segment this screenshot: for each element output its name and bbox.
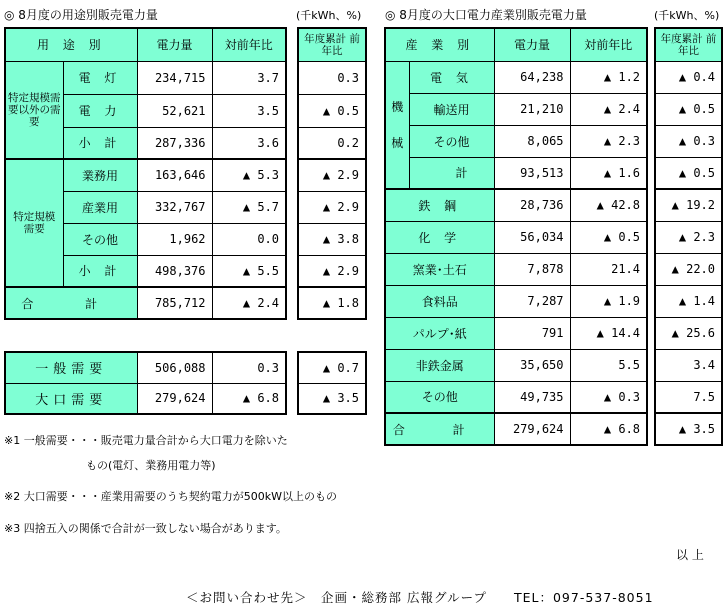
row-label: 食料品 <box>385 285 494 317</box>
yoy-cell: 3.7 <box>212 61 286 94</box>
cum-cell: ▲ 0.7 <box>298 352 366 383</box>
cum-cell: ▲ 2.9 <box>298 255 366 287</box>
row-label: 輸送用 <box>409 93 494 125</box>
row-label: 電 力 <box>63 94 137 127</box>
yoy-cell: ▲ 6.8 <box>212 383 286 414</box>
total-label: 合 計 <box>5 287 137 319</box>
right-industry-table <box>384 27 648 446</box>
left-title: ◎ 8月度の用途別販売電力量 <box>4 8 158 22</box>
yoy-cell: ▲ 0.3 <box>570 381 647 413</box>
left-cumulative-table <box>297 27 367 320</box>
row-label: 計 <box>409 157 494 189</box>
right-cumulative-table <box>654 27 723 446</box>
row-label: 化 学 <box>385 221 494 253</box>
header-amount: 電力量 <box>494 28 570 61</box>
total-amount: 785,712 <box>137 287 212 319</box>
total-label: 合 計 <box>385 413 494 445</box>
cum-cell: ▲ 1.4 <box>655 285 722 317</box>
cum-cell: 0.2 <box>298 127 366 159</box>
cum-cell: ▲ 22.0 <box>655 253 722 285</box>
amount-cell: 1,962 <box>137 223 212 255</box>
cum-cell: ▲ 0.3 <box>655 125 722 157</box>
row-label: 電 気 <box>409 61 494 93</box>
cum-cell: ▲ 25.6 <box>655 317 722 349</box>
yoy-cell: ▲ 1.6 <box>570 157 647 189</box>
row-label: パルプ･紙 <box>385 317 494 349</box>
amount-cell: 234,715 <box>137 61 212 94</box>
header-cumulative: 年度累計 前年比 <box>655 28 722 61</box>
left-usage-table <box>4 27 287 320</box>
header-cumulative: 年度累計 前年比 <box>298 28 366 61</box>
amount-cell: 7,287 <box>494 285 570 317</box>
header-yoy: 対前年比 <box>212 28 286 61</box>
total-yoy: ▲ 2.4 <box>212 287 286 319</box>
row-label: 産業用 <box>63 191 137 223</box>
total-cum: ▲ 3.5 <box>655 413 722 445</box>
cum-cell: ▲ 0.4 <box>655 61 722 93</box>
yoy-cell: ▲ 1.2 <box>570 61 647 93</box>
cum-cell: ▲ 2.9 <box>298 191 366 223</box>
amount-cell: 287,336 <box>137 127 212 159</box>
row-label: 非鉄金属 <box>385 349 494 381</box>
amount-cell: 35,650 <box>494 349 570 381</box>
yoy-cell: ▲ 5.3 <box>212 159 286 191</box>
yoy-cell: 21.4 <box>570 253 647 285</box>
total-cum: ▲ 1.8 <box>298 287 366 319</box>
group-label-specific: 特定規模需要 <box>5 159 63 287</box>
amount-cell: 7,878 <box>494 253 570 285</box>
contact-line: ＜お問い合わせ先＞ 企画・総務部 広報グループ TEL：097-537-8051 <box>186 590 654 605</box>
note-2: ※2 大口需要・・・産業用需要のうち契約電力が500kW以上のもの <box>4 490 337 503</box>
amount-cell: 28,736 <box>494 189 570 221</box>
cum-cell: ▲ 3.8 <box>298 223 366 255</box>
yoy-cell: ▲ 2.4 <box>570 93 647 125</box>
left-demand-table <box>4 351 287 415</box>
left-unit: (千kWh、%) <box>296 9 362 22</box>
row-label: 窯業･土石 <box>385 253 494 285</box>
note-1: ※1 一般需要・・・販売電力量合計から大口電力を除いた <box>4 434 288 447</box>
row-label: 小 計 <box>63 127 137 159</box>
row-label: 電 灯 <box>63 61 137 94</box>
row-label: その他 <box>385 381 494 413</box>
yoy-cell: 3.6 <box>212 127 286 159</box>
right-title: ◎ 8月度の大口電力産業別販売電力量 <box>385 8 587 22</box>
note-1-cont: もの(電灯、業務用電力等) <box>86 459 216 472</box>
demand-label: 一般需要 <box>5 352 137 383</box>
header-yoy: 対前年比 <box>570 28 647 61</box>
amount-cell: 64,238 <box>494 61 570 93</box>
amount-cell: 56,034 <box>494 221 570 253</box>
cum-cell: ▲ 19.2 <box>655 189 722 221</box>
row-label: その他 <box>409 125 494 157</box>
right-unit: (千kWh、%) <box>654 9 720 22</box>
amount-cell: 332,767 <box>137 191 212 223</box>
cum-cell: ▲ 0.5 <box>298 94 366 127</box>
yoy-cell: 3.5 <box>212 94 286 127</box>
cum-cell: ▲ 0.5 <box>655 93 722 125</box>
yoy-cell: ▲ 0.5 <box>570 221 647 253</box>
yoy-cell: ▲ 14.4 <box>570 317 647 349</box>
yoy-cell: 0.3 <box>212 352 286 383</box>
yoy-cell: ▲ 1.9 <box>570 285 647 317</box>
total-yoy: ▲ 6.8 <box>570 413 647 445</box>
amount-cell: 506,088 <box>137 352 212 383</box>
amount-cell: 791 <box>494 317 570 349</box>
row-label: 鉄 鋼 <box>385 189 494 221</box>
end-mark: 以 上 <box>676 548 704 562</box>
amount-cell: 163,646 <box>137 159 212 191</box>
cum-cell: ▲ 2.9 <box>298 159 366 191</box>
total-amount: 279,624 <box>494 413 570 445</box>
cum-cell: 3.4 <box>655 349 722 381</box>
amount-cell: 93,513 <box>494 157 570 189</box>
row-label: その他 <box>63 223 137 255</box>
left-demand-cumulative-table <box>297 351 367 415</box>
machine-group-label: 機械 <box>385 61 409 189</box>
yoy-cell: ▲ 5.5 <box>212 255 286 287</box>
header-usage: 用 途 別 <box>5 28 137 61</box>
cum-cell: ▲ 0.5 <box>655 157 722 189</box>
header-amount: 電力量 <box>137 28 212 61</box>
note-3: ※3 四捨五入の関係で合計が一致しない場合があります。 <box>4 522 287 535</box>
yoy-cell: 0.0 <box>212 223 286 255</box>
cum-cell: 7.5 <box>655 381 722 413</box>
row-label: 小 計 <box>63 255 137 287</box>
amount-cell: 498,376 <box>137 255 212 287</box>
amount-cell: 8,065 <box>494 125 570 157</box>
yoy-cell: 5.5 <box>570 349 647 381</box>
amount-cell: 21,210 <box>494 93 570 125</box>
cum-cell: ▲ 3.5 <box>298 383 366 414</box>
yoy-cell: ▲ 5.7 <box>212 191 286 223</box>
yoy-cell: ▲ 2.3 <box>570 125 647 157</box>
group-label-non-specific: 特定規模需要以外の需要 <box>5 61 63 159</box>
amount-cell: 49,735 <box>494 381 570 413</box>
yoy-cell: ▲ 42.8 <box>570 189 647 221</box>
amount-cell: 52,621 <box>137 94 212 127</box>
header-industry: 産 業 別 <box>385 28 494 61</box>
cum-cell: ▲ 2.3 <box>655 221 722 253</box>
row-label: 業務用 <box>63 159 137 191</box>
amount-cell: 279,624 <box>137 383 212 414</box>
cum-cell: 0.3 <box>298 61 366 94</box>
demand-label: 大口需要 <box>5 383 137 414</box>
